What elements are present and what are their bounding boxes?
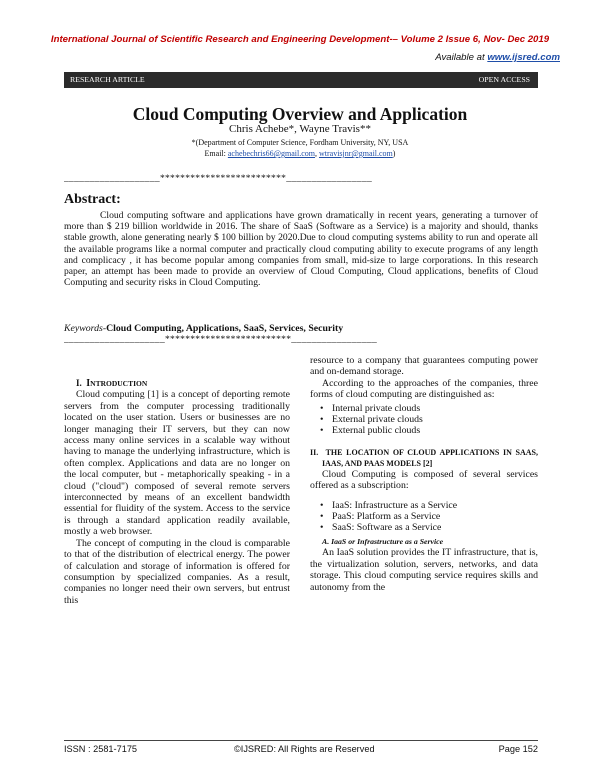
footer-issn: ISSN : 2581-7175 bbox=[64, 744, 138, 754]
article-type-bar bbox=[64, 72, 538, 88]
intro-paragraph-1: Cloud computing [1] is a concept of deporting remote servers from the computer processing traditionally located on the user station. Users or businesses are no longer managing their IT servers, but they can now access many online services in a scalable way without having to manage the underlying infrastructure, which is often complex. Applications and data are no longer on the local computer, but - metaphorically speaking - in a cloud ("cloud") composed of several remote servers interconnected by means of an excellent bandwidth essential for fluidity of the system. Access to the service is through a standard application readily available, mostly a web browser. bbox=[64, 389, 290, 538]
separator-line: ___________________*************************_________________ bbox=[64, 174, 373, 184]
list-item: • External private clouds bbox=[332, 414, 538, 425]
paper-authors: Chris Achebe*, Wayne Travis** bbox=[229, 123, 371, 135]
email-link-1[interactable]: achebechris66@gmail.com bbox=[227, 149, 315, 158]
right-column bbox=[310, 355, 538, 593]
email-link-2[interactable]: wtravisjnr@gmail.com bbox=[318, 149, 393, 158]
list-item: • External public clouds bbox=[332, 425, 538, 436]
separator-line: ____________________*************************_________________ bbox=[64, 335, 378, 345]
author-affiliation: *(Department of Computer Science, Fordham University, NY, USA bbox=[191, 138, 409, 147]
services-paragraph: Cloud Computing is composed of several services offered as a subscription: bbox=[310, 468, 538, 492]
list-item: • Internal private clouds bbox=[332, 403, 538, 414]
list-item: • IaaS: Infrastructure as a Service bbox=[332, 500, 538, 511]
subsection-heading-iaas: A. IaaS or Infrastructure as a Service bbox=[322, 536, 444, 546]
email-separator: , bbox=[314, 149, 319, 158]
abstract-text: Cloud computing software and applications have grown dramatically in recent years, generating a turnover of more than $ 219 billion worldwide in 2016. The share of SaaS (Software as a Service) is a majority and should, thanks stable growth, alone generating nearly $ 100 billion by 2020.Due to cloud computing systems ability to run and operate all the available programs like a normal computer and practically cloud computing ability to execute programs of any length and complicacy , it has become popular among companies from small, mid-size to large corporations. In this research paper, an attempt has been made to provide an overview of Cloud Computing, Cloud applications, benefits of Cloud Computing and security risks in Cloud Computing. bbox=[64, 210, 538, 289]
footer-page-number: Page 152 bbox=[498, 744, 538, 754]
section-heading-text: THE LOCATION OF CLOUD APPLICATIONS IN SAAS, IAAS, AND PAAS MODELS [2] bbox=[322, 447, 538, 468]
footer-divider bbox=[64, 740, 538, 741]
cloud-forms-list bbox=[310, 403, 538, 437]
keywords-line bbox=[64, 323, 538, 334]
section-heading-introduction bbox=[64, 378, 290, 389]
section-number: II. bbox=[310, 447, 319, 457]
open-access-label: OPEN ACCESS bbox=[478, 75, 530, 84]
available-prefix: Available at bbox=[435, 52, 488, 63]
paper-title: Cloud Computing Overview and Application bbox=[132, 104, 468, 124]
cloud-forms-paragraph: According to the approaches of the companies, three forms of cloud computing are distinguished as: bbox=[310, 377, 538, 401]
section-heading-initial: I bbox=[86, 378, 91, 389]
availability-line bbox=[340, 52, 560, 63]
list-item: • SaaS: Software as a Service bbox=[332, 522, 538, 533]
section-number: I. bbox=[76, 378, 82, 388]
intro-paragraph-2: The concept of computing in the cloud is comparable to that of the distribution of electrical energy. The power of calculation and storage of information is offered for consumption by specialized companies. As a result, companies no longer need their own servers, but entrust this bbox=[64, 537, 290, 606]
intro-paragraph-continuation: resource to a company that guarantees computing power and on-demand storage. bbox=[310, 355, 538, 378]
iaas-paragraph: An IaaS solution provides the IT infrastructure, that is, the virtualization solution, servers, networks, and data storage. This cloud computing service requires skills and autonomy from the bbox=[310, 547, 538, 593]
keywords-label: Keywords- bbox=[64, 323, 107, 334]
research-article-label: RESEARCH ARTICLE bbox=[70, 75, 145, 84]
author-emails bbox=[0, 149, 600, 158]
email-prefix: Email: bbox=[204, 149, 228, 158]
journal-website-link[interactable]: www.ijsred.com bbox=[487, 52, 560, 63]
list-item: • PaaS: Platform as a Service bbox=[332, 511, 538, 522]
section-heading-cloud-applications bbox=[310, 447, 538, 469]
keywords-value: Cloud Computing, Applications, SaaS, Services, Security bbox=[106, 323, 344, 334]
journal-header: International Journal of Scientific Research and Engineering Development-– Volume 2 Issue 6, Nov- Dec 2019 bbox=[50, 34, 550, 45]
email-suffix: ) bbox=[392, 149, 396, 158]
left-column bbox=[64, 378, 290, 606]
section-heading-rest: NTRODUCTION bbox=[90, 379, 148, 388]
footer-copyright: ©IJSRED: All Rights are Reserved bbox=[234, 744, 375, 754]
services-list bbox=[310, 500, 538, 534]
abstract-heading: Abstract: bbox=[64, 192, 121, 207]
